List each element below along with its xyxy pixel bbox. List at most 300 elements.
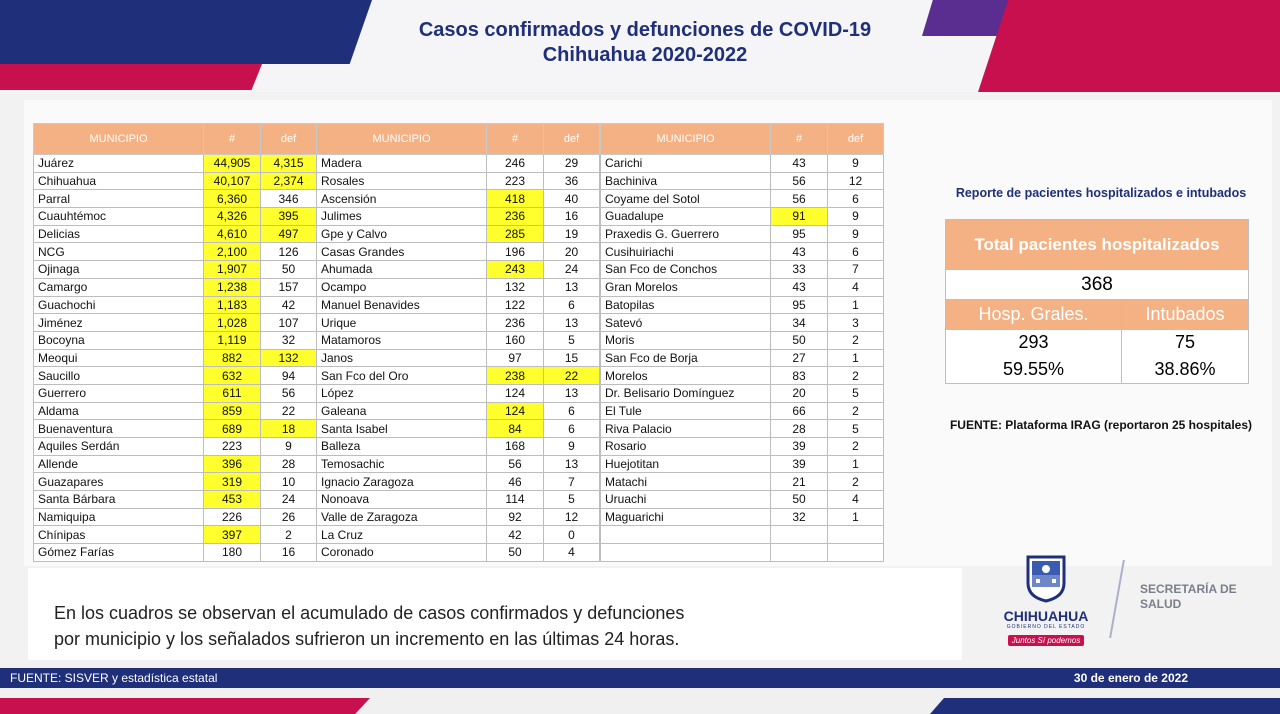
cases-cell xyxy=(771,526,828,544)
deaths-cell: 12 xyxy=(828,172,884,190)
cases-cell: 196 xyxy=(487,243,544,261)
cases-cell: 91 xyxy=(771,208,828,226)
table-row xyxy=(34,314,317,332)
table-row xyxy=(34,155,317,173)
municipio-cell: Gpe y Calvo xyxy=(317,225,487,243)
municipio-cell: Delicias xyxy=(34,225,204,243)
municipio-cell: Urique xyxy=(317,314,487,332)
municipio-cell: Valle de Zaragoza xyxy=(317,508,487,526)
municipio-cell: Cuauhtémoc xyxy=(34,208,204,226)
municipio-cell: Ignacio Zaragoza xyxy=(317,473,487,491)
deaths-cell: 9 xyxy=(261,438,317,456)
footer-bar xyxy=(0,668,1280,688)
deaths-cell: 22 xyxy=(261,402,317,420)
deaths-cell: 56 xyxy=(261,384,317,402)
cases-cell: 396 xyxy=(204,455,261,473)
cases-cell: 32 xyxy=(771,508,828,526)
municipio-cell: Uruachi xyxy=(601,491,771,509)
municipio-cell: Guazapares xyxy=(34,473,204,491)
col-header-cases: # xyxy=(487,124,544,155)
cases-cell: 168 xyxy=(487,438,544,456)
decor-stripe-navy xyxy=(0,0,372,64)
cases-cell: 43 xyxy=(771,243,828,261)
decor-bottom-navy xyxy=(930,698,1280,714)
table-row xyxy=(34,438,317,456)
municipio-table-1 xyxy=(33,123,317,562)
deaths-cell: 12 xyxy=(544,508,600,526)
title-line-2: Chihuahua 2020-2022 xyxy=(542,44,748,66)
cases-cell: 236 xyxy=(487,314,544,332)
deaths-cell: 40 xyxy=(544,190,600,208)
table-row xyxy=(317,261,600,279)
deaths-cell: 16 xyxy=(544,208,600,226)
col-header-municipio: MUNICIPIO xyxy=(34,124,204,155)
municipio-cell: San Fco del Oro xyxy=(317,367,487,385)
table-row xyxy=(34,508,317,526)
deaths-cell: 36 xyxy=(544,172,600,190)
hospital-source: FUENTE: Plataforma IRAG (reportaron 25 hospitales) xyxy=(949,418,1253,432)
note-line-1: En los cuadros se observan el acumulado de casos confirmados y defunciones xyxy=(54,603,685,623)
cases-cell: 1,238 xyxy=(204,278,261,296)
cases-cell: 4,326 xyxy=(204,208,261,226)
table-row xyxy=(601,402,884,420)
municipio-cell: López xyxy=(317,384,487,402)
municipio-cell: Nonoava xyxy=(317,491,487,509)
deaths-cell: 9 xyxy=(828,155,884,173)
intubated-label: Intubados xyxy=(1122,300,1249,330)
deaths-cell: 5 xyxy=(828,384,884,402)
municipio-cell: Carichi xyxy=(601,155,771,173)
municipio-cell: Buenaventura xyxy=(34,420,204,438)
deaths-cell: 2 xyxy=(828,438,884,456)
table-row xyxy=(601,491,884,509)
intubated-percent: 38.86% xyxy=(1122,356,1249,384)
deaths-cell: 13 xyxy=(544,314,600,332)
table-row xyxy=(34,261,317,279)
deaths-cell: 2 xyxy=(828,473,884,491)
deaths-cell: 4,315 xyxy=(261,155,317,173)
municipio-cell: Maguarichi xyxy=(601,508,771,526)
cases-cell: 453 xyxy=(204,491,261,509)
municipio-cell: Namiquipa xyxy=(34,508,204,526)
total-hospitalized-label: Total pacientes hospitalizados xyxy=(946,220,1249,270)
cases-cell: 243 xyxy=(487,261,544,279)
deaths-cell: 24 xyxy=(261,491,317,509)
deaths-cell: 18 xyxy=(261,420,317,438)
table-row xyxy=(34,402,317,420)
deaths-cell: 2 xyxy=(828,331,884,349)
deaths-cell: 6 xyxy=(544,296,600,314)
municipio-cell: Coyame del Sotol xyxy=(601,190,771,208)
cases-cell: 28 xyxy=(771,420,828,438)
deaths-cell: 2 xyxy=(828,367,884,385)
municipio-cell: Gran Morelos xyxy=(601,278,771,296)
table-header-row xyxy=(317,124,600,155)
page-title xyxy=(360,18,930,68)
col-header-cases: # xyxy=(771,124,828,155)
municipio-cell xyxy=(601,526,771,544)
deaths-cell: 26 xyxy=(261,508,317,526)
cases-cell: 50 xyxy=(771,331,828,349)
table-row xyxy=(34,491,317,509)
table-row xyxy=(34,243,317,261)
deaths-cell: 16 xyxy=(261,544,317,562)
col-header-deaths: def xyxy=(544,124,600,155)
cases-cell: 83 xyxy=(771,367,828,385)
deaths-cell: 20 xyxy=(544,243,600,261)
cases-cell: 226 xyxy=(204,508,261,526)
table-row xyxy=(317,508,600,526)
deaths-cell: 29 xyxy=(544,155,600,173)
municipio-cell: Aldama xyxy=(34,402,204,420)
explanatory-note xyxy=(54,600,934,652)
table-row xyxy=(601,384,884,402)
deaths-cell: 126 xyxy=(261,243,317,261)
cases-cell: 882 xyxy=(204,349,261,367)
general-hospital-value: 293 xyxy=(946,330,1122,356)
footer-source: FUENTE: SISVER y estadística estatal xyxy=(10,671,218,685)
municipio-cell: NCG xyxy=(34,243,204,261)
cases-cell: 319 xyxy=(204,473,261,491)
municipio-cell: Galeana xyxy=(317,402,487,420)
municipio-cell: Guadalupe xyxy=(601,208,771,226)
table-row xyxy=(317,526,600,544)
cases-cell: 92 xyxy=(487,508,544,526)
cases-cell: 39 xyxy=(771,455,828,473)
cases-cell: 2,100 xyxy=(204,243,261,261)
municipio-cell: Saucillo xyxy=(34,367,204,385)
municipio-cell: Matachi xyxy=(601,473,771,491)
cases-cell: 1,028 xyxy=(204,314,261,332)
table-row xyxy=(34,455,317,473)
table-row xyxy=(34,367,317,385)
chihuahua-logo xyxy=(990,553,1102,645)
deaths-cell xyxy=(828,544,884,562)
municipio-cell: Jiménez xyxy=(34,314,204,332)
table-row xyxy=(317,314,600,332)
deaths-cell: 497 xyxy=(261,225,317,243)
cases-cell: 689 xyxy=(204,420,261,438)
deaths-cell: 32 xyxy=(261,331,317,349)
table-header-row xyxy=(601,124,884,155)
cases-cell: 114 xyxy=(487,491,544,509)
cases-cell: 20 xyxy=(771,384,828,402)
logo-name: CHIHUAHUA xyxy=(1003,608,1089,624)
municipio-cell: Cusihuiriachi xyxy=(601,243,771,261)
deaths-cell: 6 xyxy=(544,402,600,420)
deaths-cell: 15 xyxy=(544,349,600,367)
deaths-cell: 107 xyxy=(261,314,317,332)
title-line-1: Casos confirmados y defunciones de COVID-19 xyxy=(418,19,872,41)
table-row xyxy=(34,544,317,562)
cases-cell: 95 xyxy=(771,296,828,314)
cases-cell: 95 xyxy=(771,225,828,243)
deaths-cell: 3 xyxy=(828,314,884,332)
cases-cell: 1,183 xyxy=(204,296,261,314)
table-row xyxy=(317,438,600,456)
cases-cell: 40,107 xyxy=(204,172,261,190)
municipio-cell: Meoqui xyxy=(34,349,204,367)
table-row xyxy=(34,331,317,349)
cases-cell: 132 xyxy=(487,278,544,296)
table-row xyxy=(317,225,600,243)
cases-cell: 43 xyxy=(771,155,828,173)
deaths-cell: 395 xyxy=(261,208,317,226)
deaths-cell: 28 xyxy=(261,455,317,473)
hospital-report-table xyxy=(945,219,1249,384)
table-row xyxy=(317,491,600,509)
table-row xyxy=(317,172,600,190)
table-row xyxy=(601,526,884,544)
table-row xyxy=(601,473,884,491)
deaths-cell: 13 xyxy=(544,384,600,402)
table-row xyxy=(601,420,884,438)
table-row xyxy=(601,278,884,296)
municipio-cell: Ahumada xyxy=(317,261,487,279)
col-header-municipio: MUNICIPIO xyxy=(317,124,487,155)
municipio-cell: Morelos xyxy=(601,367,771,385)
municipio-cell: Rosario xyxy=(601,438,771,456)
deaths-cell: 1 xyxy=(828,508,884,526)
municipio-cell: Balleza xyxy=(317,438,487,456)
table-row xyxy=(601,261,884,279)
cases-cell: 859 xyxy=(204,402,261,420)
table-row xyxy=(317,296,600,314)
cases-cell: 97 xyxy=(487,349,544,367)
cases-cell: 1,907 xyxy=(204,261,261,279)
table-row xyxy=(34,278,317,296)
municipio-cell: Allende xyxy=(34,455,204,473)
deaths-cell: 157 xyxy=(261,278,317,296)
deaths-cell: 4 xyxy=(544,544,600,562)
deaths-cell: 19 xyxy=(544,225,600,243)
table-row xyxy=(601,508,884,526)
table-row xyxy=(34,384,317,402)
cases-cell: 39 xyxy=(771,438,828,456)
deaths-cell: 13 xyxy=(544,455,600,473)
table-row xyxy=(34,208,317,226)
municipio-cell: Juárez xyxy=(34,155,204,173)
deaths-cell: 2 xyxy=(261,526,317,544)
municipio-cell: Chihuahua xyxy=(34,172,204,190)
municipio-cell: Bachiniva xyxy=(601,172,771,190)
table-row xyxy=(34,473,317,491)
deaths-cell: 24 xyxy=(544,261,600,279)
deaths-cell: 1 xyxy=(828,455,884,473)
municipio-cell: Temosachic xyxy=(317,455,487,473)
cases-cell: 122 xyxy=(487,296,544,314)
table-row xyxy=(317,243,600,261)
municipio-cell: Aquiles Serdán xyxy=(34,438,204,456)
table-row xyxy=(34,420,317,438)
secretaria-line-1: SECRETARÍA DE xyxy=(1140,582,1237,596)
state-shield-icon xyxy=(1024,553,1068,603)
table-row xyxy=(317,367,600,385)
deaths-cell: 22 xyxy=(544,367,600,385)
municipio-cell: Matamoros xyxy=(317,331,487,349)
intubated-value: 75 xyxy=(1122,330,1249,356)
municipio-cell: Rosales xyxy=(317,172,487,190)
cases-cell: 21 xyxy=(771,473,828,491)
cases-cell: 50 xyxy=(487,544,544,562)
logo-slogan: Juntos Sí podemos xyxy=(1008,635,1084,646)
municipio-cell: Santa Bárbara xyxy=(34,491,204,509)
cases-cell: 124 xyxy=(487,384,544,402)
table-row xyxy=(34,172,317,190)
municipio-cell: Ocampo xyxy=(317,278,487,296)
deaths-cell: 9 xyxy=(828,208,884,226)
cases-cell: 180 xyxy=(204,544,261,562)
cases-cell: 124 xyxy=(487,402,544,420)
decor-stripe-magenta xyxy=(0,64,262,90)
deaths-cell: 42 xyxy=(261,296,317,314)
table-row xyxy=(601,331,884,349)
municipio-cell: Parral xyxy=(34,190,204,208)
deaths-cell: 9 xyxy=(544,438,600,456)
cases-cell: 34 xyxy=(771,314,828,332)
municipio-cell: Madera xyxy=(317,155,487,173)
municipio-cell: Janos xyxy=(317,349,487,367)
table-row xyxy=(601,349,884,367)
cases-cell xyxy=(771,544,828,562)
table-header-row xyxy=(34,124,317,155)
deaths-cell: 132 xyxy=(261,349,317,367)
deaths-cell: 4 xyxy=(828,278,884,296)
deaths-cell: 5 xyxy=(544,331,600,349)
cases-cell: 44,905 xyxy=(204,155,261,173)
deaths-cell: 50 xyxy=(261,261,317,279)
deaths-cell: 9 xyxy=(828,225,884,243)
municipio-cell: Camargo xyxy=(34,278,204,296)
municipio-cell: El Tule xyxy=(601,402,771,420)
cases-cell: 43 xyxy=(771,278,828,296)
table-row xyxy=(34,225,317,243)
deaths-cell: 7 xyxy=(544,473,600,491)
deaths-cell: 5 xyxy=(828,420,884,438)
deaths-cell: 4 xyxy=(828,491,884,509)
deaths-cell: 13 xyxy=(544,278,600,296)
deaths-cell: 1 xyxy=(828,349,884,367)
municipio-cell: Praxedis G. Guerrero xyxy=(601,225,771,243)
deaths-cell: 10 xyxy=(261,473,317,491)
footer-date: 30 de enero de 2022 xyxy=(1073,671,1188,685)
deaths-cell: 346 xyxy=(261,190,317,208)
cases-cell: 33 xyxy=(771,261,828,279)
col-header-cases: # xyxy=(204,124,261,155)
deaths-cell: 2,374 xyxy=(261,172,317,190)
table-row xyxy=(601,225,884,243)
municipio-table-3 xyxy=(600,123,884,562)
table-row xyxy=(317,473,600,491)
secretaria-line-2: SALUD xyxy=(1140,597,1182,611)
cases-cell: 223 xyxy=(487,172,544,190)
general-hospital-percent: 59.55% xyxy=(946,356,1122,384)
municipio-table-2 xyxy=(316,123,600,562)
cases-cell: 397 xyxy=(204,526,261,544)
table-row xyxy=(317,384,600,402)
hospital-report-title: Reporte de pacientes hospitalizados e intubados xyxy=(955,186,1247,200)
cases-cell: 246 xyxy=(487,155,544,173)
table-row xyxy=(601,544,884,562)
municipio-cell: Ascensión xyxy=(317,190,487,208)
decor-bottom-magenta xyxy=(0,698,370,714)
cases-cell: 56 xyxy=(771,172,828,190)
table-row xyxy=(601,243,884,261)
table-row xyxy=(601,155,884,173)
municipio-cell: Chínipas xyxy=(34,526,204,544)
deaths-cell: 2 xyxy=(828,402,884,420)
deaths-cell: 94 xyxy=(261,367,317,385)
municipio-cell: Casas Grandes xyxy=(317,243,487,261)
municipio-cell: Riva Palacio xyxy=(601,420,771,438)
municipio-cell: Satevó xyxy=(601,314,771,332)
table-row xyxy=(601,172,884,190)
municipio-cell: Ojinaga xyxy=(34,261,204,279)
table-row xyxy=(317,349,600,367)
secretaria-salud xyxy=(1140,582,1237,612)
municipio-cell: Guerrero xyxy=(34,384,204,402)
cases-cell: 160 xyxy=(487,331,544,349)
table-row xyxy=(317,455,600,473)
cases-cell: 6,360 xyxy=(204,190,261,208)
table-row xyxy=(34,526,317,544)
municipio-cell: Gómez Farías xyxy=(34,544,204,562)
municipio-cell xyxy=(601,544,771,562)
table-row xyxy=(317,208,600,226)
table-row xyxy=(317,155,600,173)
cases-cell: 46 xyxy=(487,473,544,491)
cases-cell: 223 xyxy=(204,438,261,456)
table-row xyxy=(601,314,884,332)
cases-cell: 4,610 xyxy=(204,225,261,243)
total-hospitalized-value: 368 xyxy=(946,270,1249,300)
municipio-cell: Guachochi xyxy=(34,296,204,314)
table-row xyxy=(317,331,600,349)
cases-cell: 611 xyxy=(204,384,261,402)
table-row xyxy=(34,190,317,208)
municipio-cell: La Cruz xyxy=(317,526,487,544)
cases-cell: 418 xyxy=(487,190,544,208)
cases-cell: 285 xyxy=(487,225,544,243)
deaths-cell xyxy=(828,526,884,544)
table-row xyxy=(317,420,600,438)
deaths-cell: 0 xyxy=(544,526,600,544)
table-row xyxy=(601,367,884,385)
table-row xyxy=(601,208,884,226)
general-hospital-label: Hosp. Grales. xyxy=(946,300,1122,330)
table-row xyxy=(317,190,600,208)
municipio-cell: Huejotitan xyxy=(601,455,771,473)
cases-cell: 56 xyxy=(487,455,544,473)
municipio-cell: Dr. Belisario Domínguez xyxy=(601,384,771,402)
cases-cell: 238 xyxy=(487,367,544,385)
deaths-cell: 1 xyxy=(828,296,884,314)
table-row xyxy=(601,438,884,456)
cases-cell: 1,119 xyxy=(204,331,261,349)
deaths-cell: 6 xyxy=(828,190,884,208)
cases-cell: 50 xyxy=(771,491,828,509)
cases-cell: 56 xyxy=(771,190,828,208)
table-row xyxy=(317,278,600,296)
cases-cell: 66 xyxy=(771,402,828,420)
municipio-cell: Moris xyxy=(601,331,771,349)
cases-cell: 42 xyxy=(487,526,544,544)
cases-cell: 84 xyxy=(487,420,544,438)
table-row xyxy=(34,349,317,367)
table-row xyxy=(601,455,884,473)
municipio-cell: Santa Isabel xyxy=(317,420,487,438)
municipio-cell: Batopilas xyxy=(601,296,771,314)
